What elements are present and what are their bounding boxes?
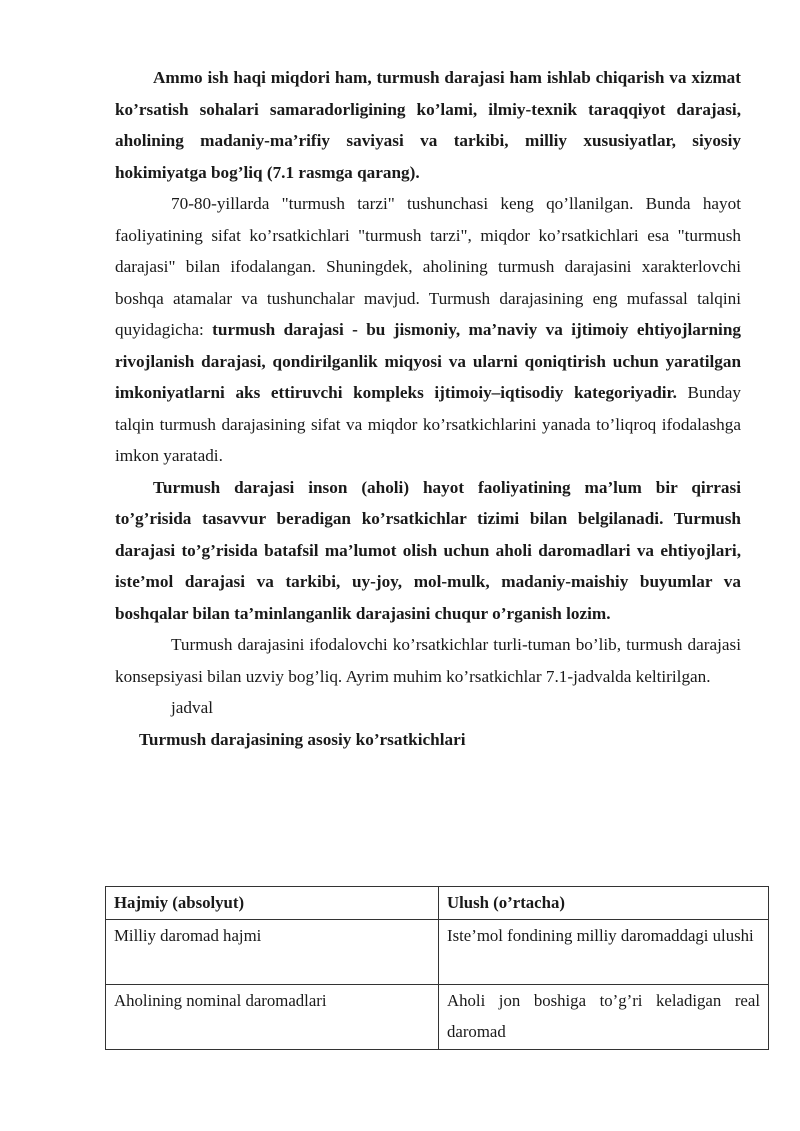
paragraph-lifestyle-end: Bunday talqin turmush darajasining sifat va miqdor ko’rsatkichlarini yanada to’liqroq ifodalashga imkon yaratadi.	[115, 383, 741, 465]
table-title: Turmush darajasining asosiy ko’rsatkichlari	[139, 729, 466, 749]
table-label: jadval	[171, 698, 213, 717]
table-cell: Milliy daromad hajmi	[106, 920, 439, 985]
table-header-share: Ulush (o’rtacha)	[439, 887, 769, 920]
table-row	[106, 985, 769, 1050]
paragraph-lifestyle-bold-definition: turmush darajasi - bu jismoniy, ma’naviy va ijtimoiy ehtiyojlarning rivojlanish darajasi, qondirilganlik miqyosi va ularni qoniqtirish uchun yaratilgan imkoniyatlarni aks ettiruvchi kompleks ijtimoiy–iqtisodiy kategoriyadir.	[115, 320, 741, 402]
table-header-row	[106, 887, 769, 920]
table-cell: Aholining nominal daromadlari	[106, 985, 439, 1050]
table-cell: Aholi jon boshiga to’g’ri keladigan real daromad	[439, 985, 769, 1050]
indicators-table	[105, 886, 769, 1050]
paragraph-indicator-system: Turmush darajasi inson (aholi) hayot faoliyatining ma’lum bir qirrasi to’g’risida tasavvur beradigan ko’rsatkichlar tizimi bilan belgilanadi. Turmush darajasi to’g’risida batafsil ma’lumot olish uchun aholi daromadlari va ehtiyojlari, iste’mol darajasi va tarkibi, uy-joy, mol-mulk, madaniy-maishiy buyumlar va boshqalar bilan ta’minlanganlik darajasini chuqur o’rganish lozim.	[115, 477, 741, 623]
paragraph-wage-factors: Ammo ish haqi miqdori ham, turmush darajasi ham ishlab chiqarish va xizmat ko’rsatish sohalari samaradorligining ko’lami, ilmiy-texnik taraqqiyot darajasi, aholining madaniy-ma’rifiy saviyasi va tarkibi, milliy xususiyatlar, siyosiy hokimiyatga bog’liq (7.1 rasmga qarang).	[115, 68, 741, 182]
table-row	[106, 920, 769, 985]
table-cell: Iste’mol fondining milliy daromaddagi ulushi	[439, 920, 769, 985]
table-header-absolute: Hajmiy (absolyut)	[106, 887, 439, 920]
paragraph-table-reference: Turmush darajasini ifodalovchi ko’rsatkichlar turli-tuman bo’lib, turmush darajasi konsepsiyasi bilan uzviy bog’liq. Ayrim muhim ko’rsatkichlar 7.1-jadvalda keltirilgan.	[115, 635, 741, 686]
paragraph-lifestyle-definition	[115, 188, 741, 472]
paragraph-lifestyle-intro: 70-80-yillarda "turmush tarzi" tushunchasi keng qo’llanilgan. Bunda hayot faoliyatining sifat ko’rsatkichlari "turmush tarzi", miqdor ko’rsatkichlari esa "turmush darajasi" bilan ifodalangan. Shuningdek, aholining turmush darajasini xarakterlovchi boshqa atamalar va tushunchalar mavjud. Turmush darajasining eng mufassal talqini quyidagicha:	[115, 194, 741, 339]
document-page	[115, 62, 741, 755]
